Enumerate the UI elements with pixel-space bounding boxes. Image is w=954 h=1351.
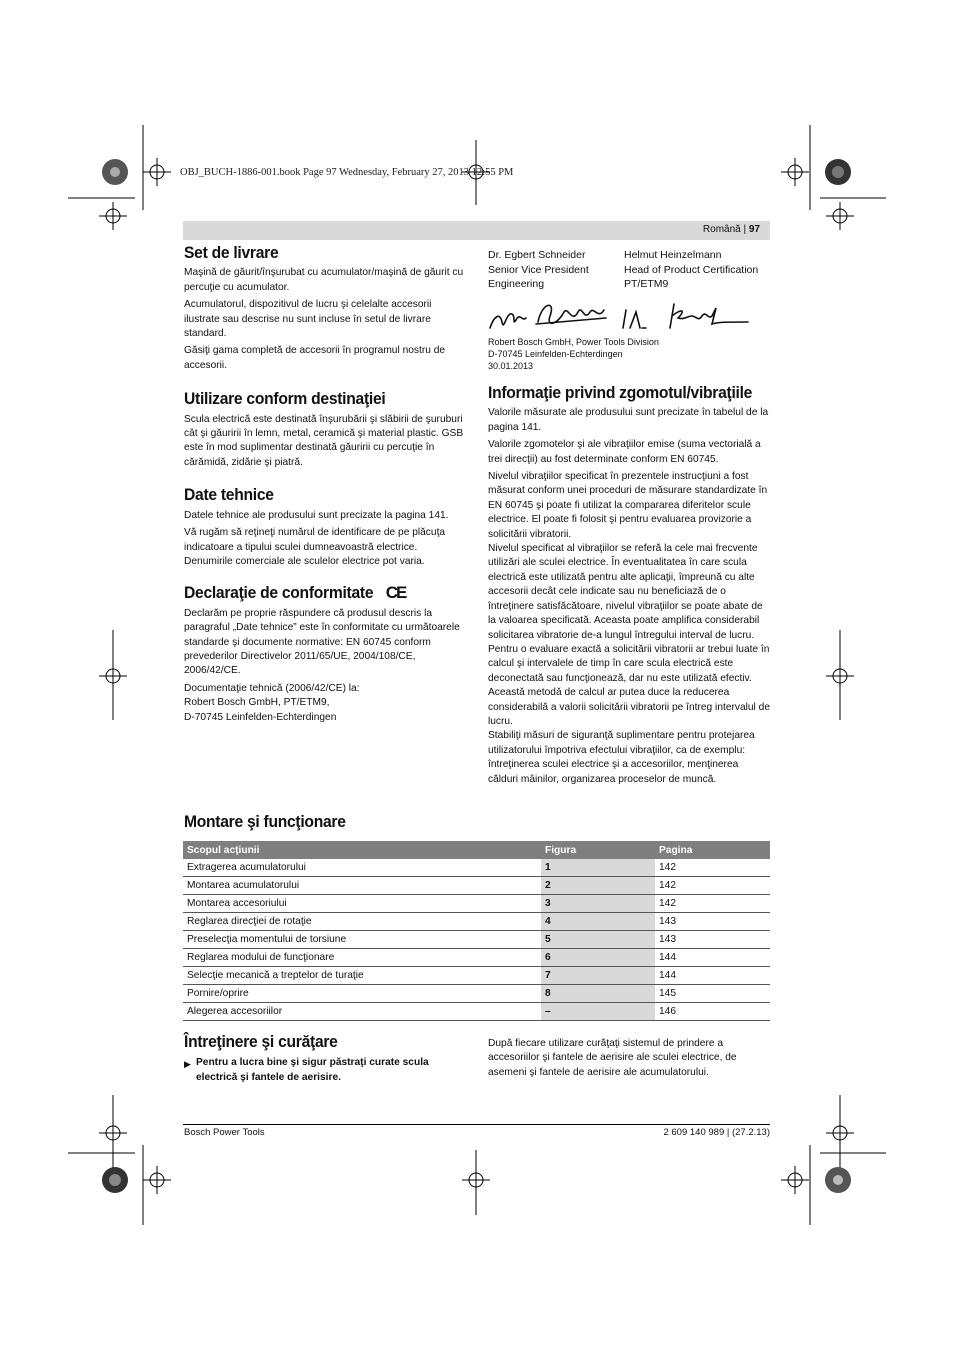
section-title-utilizare: Utilizare conform destinaţiei — [184, 389, 386, 409]
doc-line: Documentaţie tehnică (2006/42/CE) la: — [184, 682, 360, 694]
section-title-montare: Montare şi funcţionare — [184, 812, 346, 831]
signature-ppa — [490, 314, 526, 328]
paragraph: Valorile măsurate ale produsului sunt precizate în tabelul de la pagina 141. — [488, 407, 769, 433]
montare-section — [184, 812, 360, 832]
paragraph: Maşină de găurit/înşurubat cu acumulator/maşină de găurit cu percuţie cu acumulator. — [184, 267, 464, 293]
bullet-text: Pentru a lucra bine şi sigur păstraţi curate scula electrică şi fantele de aerisire. — [196, 1057, 429, 1083]
signature-iv — [623, 310, 646, 328]
table-row — [183, 967, 770, 985]
intretinere-right — [488, 1037, 770, 1083]
company-date: 30.01.2013 — [488, 361, 534, 371]
table-row — [183, 877, 770, 895]
cell-action: Montarea acumulatorului — [183, 877, 541, 895]
footer-right: 2 609 140 989 | (27.2.13) — [663, 1127, 770, 1138]
signatory-right — [624, 248, 774, 292]
signature-underline — [536, 318, 606, 324]
cell-page: 144 — [655, 967, 770, 985]
table-row — [183, 931, 770, 949]
company-line: D-70745 Leinfelden-Echterdingen — [488, 349, 623, 359]
cell-figure: 8 — [541, 985, 655, 1003]
table-row — [183, 985, 770, 1003]
table-row — [183, 1003, 770, 1021]
section-title-zgomot: Informaţie privind zgomotul/vibraţiile — [488, 383, 753, 402]
page-header-language: Română | 97 — [702, 224, 760, 235]
table-row — [183, 949, 770, 967]
cell-action: Reglarea direcţiei de rotaţie — [183, 913, 541, 931]
language-label: Română — [702, 224, 741, 235]
signatory-left — [488, 248, 628, 292]
cell-action: Preselecţia momentului de torsiune — [183, 931, 541, 949]
signatory-dept: Engineering — [488, 278, 545, 290]
right-column — [488, 383, 770, 787]
paragraph: Datele tehnice ale produsului sunt precizate la pagina 141. — [184, 509, 449, 521]
page-header-bar — [183, 221, 770, 240]
paragraph: Stabiliţi măsuri de siguranţă suplimentare pentru protejarea utilizatorului împotriva efectului vibraţiilor, ca de exemplu: întreţinerea sculei electrice şi a accesoriilor, menţinerea călduri mâinilor, organizarea proceselor de muncă. — [488, 730, 755, 785]
column-header: Pagina — [655, 841, 770, 859]
company-address — [488, 336, 768, 372]
cell-action: Montarea accesoriului — [183, 895, 541, 913]
left-column — [184, 243, 466, 725]
paragraph — [184, 682, 466, 725]
ce-mark-icon: CE — [385, 583, 406, 603]
signatory-role: Senior Vice President — [488, 263, 589, 276]
cell-page: 142 — [655, 895, 770, 913]
table-row — [183, 859, 770, 877]
cell-action: Selecţie mecanică a treptelor de turaţie — [183, 967, 541, 985]
cell-figure: 4 — [541, 913, 655, 931]
footer-rule — [183, 1124, 770, 1125]
section-title-date-tehnice: Date tehnice — [184, 485, 274, 505]
declaratie-heading — [184, 583, 466, 603]
paragraph: Declarăm pe proprie răspundere că produsul descris la paragraful „Date tehnice” este în conformitate cu următoarele standarde şi documente normative: EN 60745 conform prevederilor Directivelor 2011/65/UE, 2004/108/CE, 2006/42/CE. — [184, 607, 460, 677]
paragraph: Vă rugăm să reţineţi numărul de identificare de pe plăcuţa indicatoare a tipului sculei dumneavoastră electrice. Denumirile comerciale ale sculelor electrice pot varia. — [184, 527, 446, 567]
montare-table — [183, 841, 770, 1021]
paragraph: Găsiţi gama completă de accesorii în programul nostru de accesorii. — [184, 345, 446, 371]
file-info-line: OBJ_BUCH-1886-001.book Page 97 Wednesday, February 27, 2013 12:55 PM — [180, 167, 514, 178]
cell-figure: – — [541, 1003, 655, 1021]
intretinere-section — [184, 1032, 466, 1085]
signatures-graphic — [486, 298, 756, 334]
cell-page: 142 — [655, 877, 770, 895]
section-title-intretinere: Întreţinere şi curăţare — [184, 1032, 338, 1051]
column-header: Scopul acţiunii — [183, 841, 541, 859]
cell-action: Alegerea accesoriilor — [183, 1003, 541, 1021]
bullet-item — [184, 1056, 466, 1085]
section-title-declaratie: Declaraţie de conformitate — [184, 583, 374, 603]
cell-page: 145 — [655, 985, 770, 1003]
cell-figure: 1 — [541, 859, 655, 877]
paragraph: Acumulatorul, dispozitivul de lucru şi celelalte accesorii ilustrate sau descrise nu sunt incluse în setul de livrare standard. — [184, 299, 432, 340]
paragraph: Valorile zgomotelor şi ale vibraţiilor emise (suma vectorială a trei direcţii) au fost determinate conform EN 60745. — [488, 439, 761, 465]
table-header-row — [183, 841, 770, 859]
cell-action: Reglarea modului de funcţionare — [183, 949, 541, 967]
signatory-name: Dr. Egbert Schneider — [488, 249, 586, 261]
company-line: Robert Bosch GmbH, Power Tools Division — [488, 337, 659, 347]
cell-page: 142 — [655, 859, 770, 877]
cell-page: 144 — [655, 949, 770, 967]
cell-action: Extragerea acumulatorului — [183, 859, 541, 877]
table-row — [183, 895, 770, 913]
bullet-arrow-icon: ▶ — [184, 1059, 191, 1070]
doc-line: Robert Bosch GmbH, PT/ETM9, — [184, 697, 330, 709]
doc-line: D-70745 Leinfelden-Echterdingen — [184, 711, 337, 723]
section-title-set-livrare: Set de livrare — [184, 243, 279, 262]
paragraph: Nivelul vibraţiilor specificat în prezentele instrucţiuni a fost măsurat conform unei proceduri de măsurare standardizate în EN 60745 şi poate fi utilizat la compararea diferitelor scule electrice. El poate fi folosit şi pentru evaluarea provizorie a solicitării vibratorii. — [488, 471, 768, 540]
cell-figure: 7 — [541, 967, 655, 985]
cell-page: 143 — [655, 931, 770, 949]
cell-page: 143 — [655, 913, 770, 931]
footer-left: Bosch Power Tools — [184, 1127, 265, 1138]
paragraph: Scula electrică este destinată înşurubării şi slăbirii de şuruburi cât şi găuririi în lemn, metal, ceramică şi material plastic. GSB este în mod suplimentar destinată găuririi cu percuţie în cărămidă, zidărie şi piatră. — [184, 413, 464, 468]
paragraph: După fiecare utilizare curăţaţi sistemul de prindere a accesoriilor şi fantele de aerisire ale sculei electrice, de asemeni şi fantele de aerisire ale acumulatorului. — [488, 1038, 737, 1078]
cell-figure: 5 — [541, 931, 655, 949]
signatory-dept: PT/ETM9 — [624, 278, 669, 290]
cell-figure: 3 — [541, 895, 655, 913]
cell-action: Pornire/oprire — [183, 985, 541, 1003]
paragraph: Nivelul specificat al vibraţiilor se referă la cele mai frecvente utilizări ale sculei electrice. În eventualitatea în care scula electrică este utilizată pentru alte aplicaţii, împreună cu alte accesorii decât cele indicate sau nu beneficiază de o întreţinere satisfăcătoare, nivelul vibraţiilor se poate abate de la valoarea specificată. Aceasta poate amplifica considerabil solicitarea vibratorie de-a lungul întregului interval de lucru. — [488, 543, 763, 641]
signature-heinzelmann — [670, 304, 748, 328]
cell-page: 146 — [655, 1003, 770, 1021]
signatory-name: Helmut Heinzelmann — [624, 249, 722, 261]
signatory-role: Head of Product Certification — [624, 263, 759, 276]
paragraph: Pentru o evaluare exactă a solicitării vibratorii ar trebui luate în calcul şi intervalele de timp în care scula electrică este deconectată sau funcţionează, dar nu este utilizată efectiv. Aceastǎ metodǎ de calcul ar putea duce la reducerea considerabilǎ a valorii solicitǎrii vibratorii pe întreg intervalul de lucru. — [488, 643, 770, 727]
table-row — [183, 913, 770, 931]
cell-figure: 6 — [541, 949, 655, 967]
montare-table-wrap — [183, 841, 770, 1021]
page-number: 97 — [748, 224, 760, 235]
cell-figure: 2 — [541, 877, 655, 895]
column-header: Figura — [541, 841, 655, 859]
